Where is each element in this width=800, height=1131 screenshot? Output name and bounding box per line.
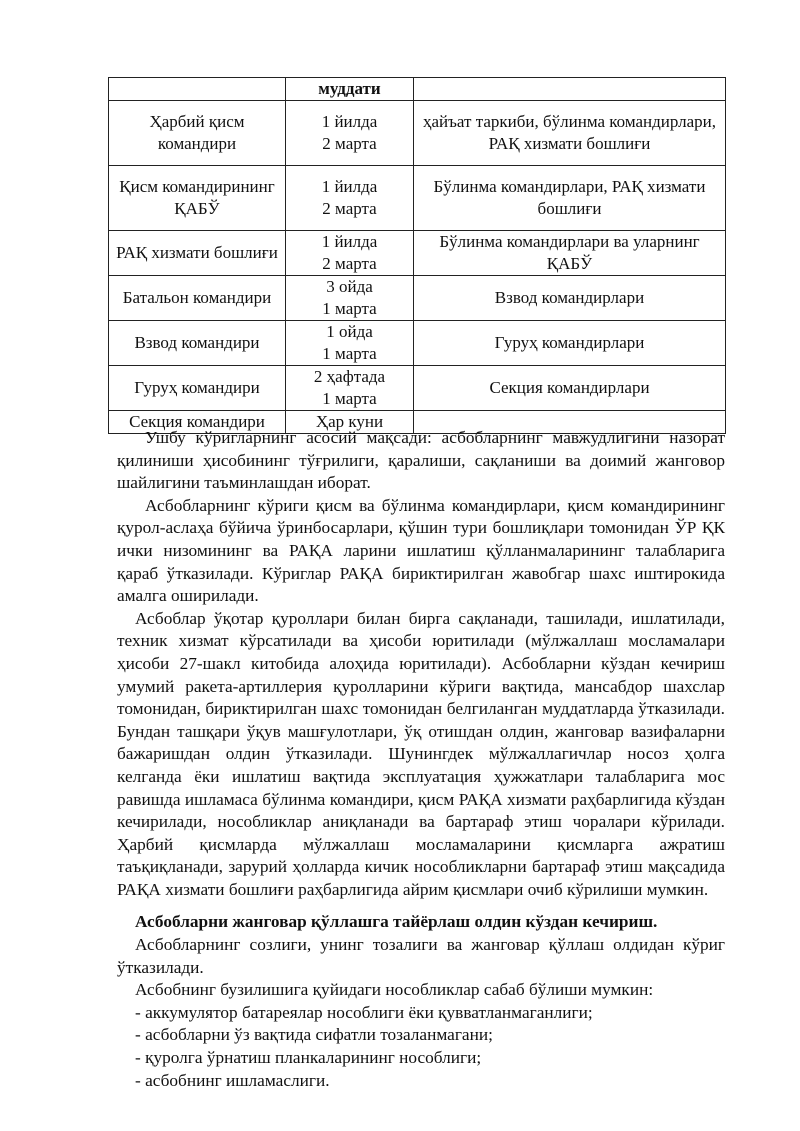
body-text [117, 427, 725, 1092]
table-cell-role: Взвод командири [109, 321, 286, 366]
table-cell-inspects: Бўлинма командирлари, РАҚ хизмати бошлиғи [414, 166, 726, 231]
list-item: - аккумулятор батареялар нособлиги ёки қувватланмаганлиги; [135, 1002, 593, 1022]
table-cell-period: 2 ҳафтада 1 марта [286, 366, 414, 411]
table-cell-role: Секция командири [109, 411, 286, 434]
table-cell-role: Гуруҳ командири [109, 366, 286, 411]
table-cell-period: 1 ойда 1 марта [286, 321, 414, 366]
table-cell-inspects: Бўлинма командирлари ва уларнинг ҚАБЎ [414, 231, 726, 276]
table-cell-period: 1 йилда 2 марта [286, 101, 414, 166]
table-cell-role: Ҳарбий қисм командири [109, 101, 286, 166]
table-row [109, 366, 726, 411]
table-cell-period: Ҳар куни [286, 411, 414, 434]
table-row [109, 276, 726, 321]
table-cell-role: Батальон командири [109, 276, 286, 321]
table-cell-inspects: Гуруҳ командирлари [414, 321, 726, 366]
table-cell-inspects: Взвод командирлари [414, 276, 726, 321]
table-row [109, 101, 726, 166]
table-row [109, 321, 726, 366]
table-row [109, 166, 726, 231]
table-cell-inspects: Секция командирлари [414, 366, 726, 411]
table-cell-inspects: ҳайъат таркиби, бўлинма командирлари, РАҚ хизмати бошлиғи [414, 101, 726, 166]
paragraph: Асбобларнинг созлиги, унинг тозалиги ва жанговар қўллаш олдидан кўриг ўтказилади. [117, 935, 725, 977]
table-header-row [109, 78, 726, 101]
list-item: - асбобларни ўз вақтида сифатли тозаланмагани; [135, 1025, 493, 1045]
table-cell-period: 1 йилда 2 марта [286, 231, 414, 276]
table-cell [109, 78, 286, 101]
paragraph: Асбобнинг бузилишига қуйидаги нособликлар сабаб бўлиши мумкин: [135, 980, 654, 1000]
table-cell-period: 1 йилда 2 марта [286, 166, 414, 231]
list-item: - асбобнинг ишламаслиги. [135, 1070, 330, 1090]
list-item: - қуролга ўрнатиш планкаларининг нособлиги; [135, 1048, 482, 1068]
paragraph: Асбобларнинг кўриги қисм ва бўлинма командирлари, қисм командирининг қурол-аслаҳа бўйича ўринбосарлари, қўшин тури бошлиқлари томонидан ЎР ҚК ички низомининг ва РАҚА ларини ишлатиш қўлланмаларининг талабларига қараб ўтказилади. Кўриглар РАҚА бириктирилган жавобгар шахс иштирокида амалга оширилади. [117, 495, 725, 606]
fault-list [117, 1002, 725, 1092]
table-cell [414, 78, 726, 101]
table-cell-period: 3 ойда 1 марта [286, 276, 414, 321]
table-cell-role: РАҚ хизмати бошлиғи [109, 231, 286, 276]
paragraph: Ушбу кўригларнинг асосий мақсади: асбобларнинг мавжудлигини назорат қилиниши ҳисобининг тўғрилиги, қаралиши, сақланиши ва доимий жанговор шайлигини таъминлашдан иборат. [117, 428, 725, 493]
section-heading: Асбобларни жанговар қўллашга тайёрлаш олдин кўздан кечириш. [135, 912, 658, 932]
inspection-schedule-table [108, 77, 726, 434]
table-row [109, 231, 726, 276]
paragraph: Асбоблар ўқотар қуроллари билан бирга сақланади, ташилади, ишлатилади, техник хизмат кўрсатилади ва ҳисоби юритилади (мўлжаллаш мосламалари ҳисоби 27-шакл китобида алоҳида юритилади). Асбобларни кўздан кечириш умумий ракета-артиллерия қуролларини кўриги вақтида, мансабдор шахслар томонидан, бириктирилган шахс томонидан белгиланган муддатларда ўтказилади. Бундан ташқари ўқув машғулотлари, ўқ отишдан олдин, жанговар вазифаларни бажаришдан олдин ўтказилади. Шунингдек мўлжаллагичлар носоз ҳолга келганда ёки ишлатиш вақтида эксплуатация ҳужжатлари талабларига мос равишда ишламаса бўлинма командири, қисм РАҚА хизмати раҳбарлигида кўздан кечирилади, нособликлар аниқланади ва бартараф этиш чоралари кўрилади. Ҳарбий қисмларда мўлжаллаш мосламаларини қисмларга ажратиш таъқиқланади, зарурий ҳолларда кичик нособликларни бартараф этиш мақсадида РАҚА хизмати бошлиғи раҳбарлигида айрим қисмлари очиб кўрилиши мумкин. [117, 608, 725, 899]
table-header-period: муддати [286, 78, 414, 101]
table-cell-role: Қисм командирининг ҚАБЎ [109, 166, 286, 231]
